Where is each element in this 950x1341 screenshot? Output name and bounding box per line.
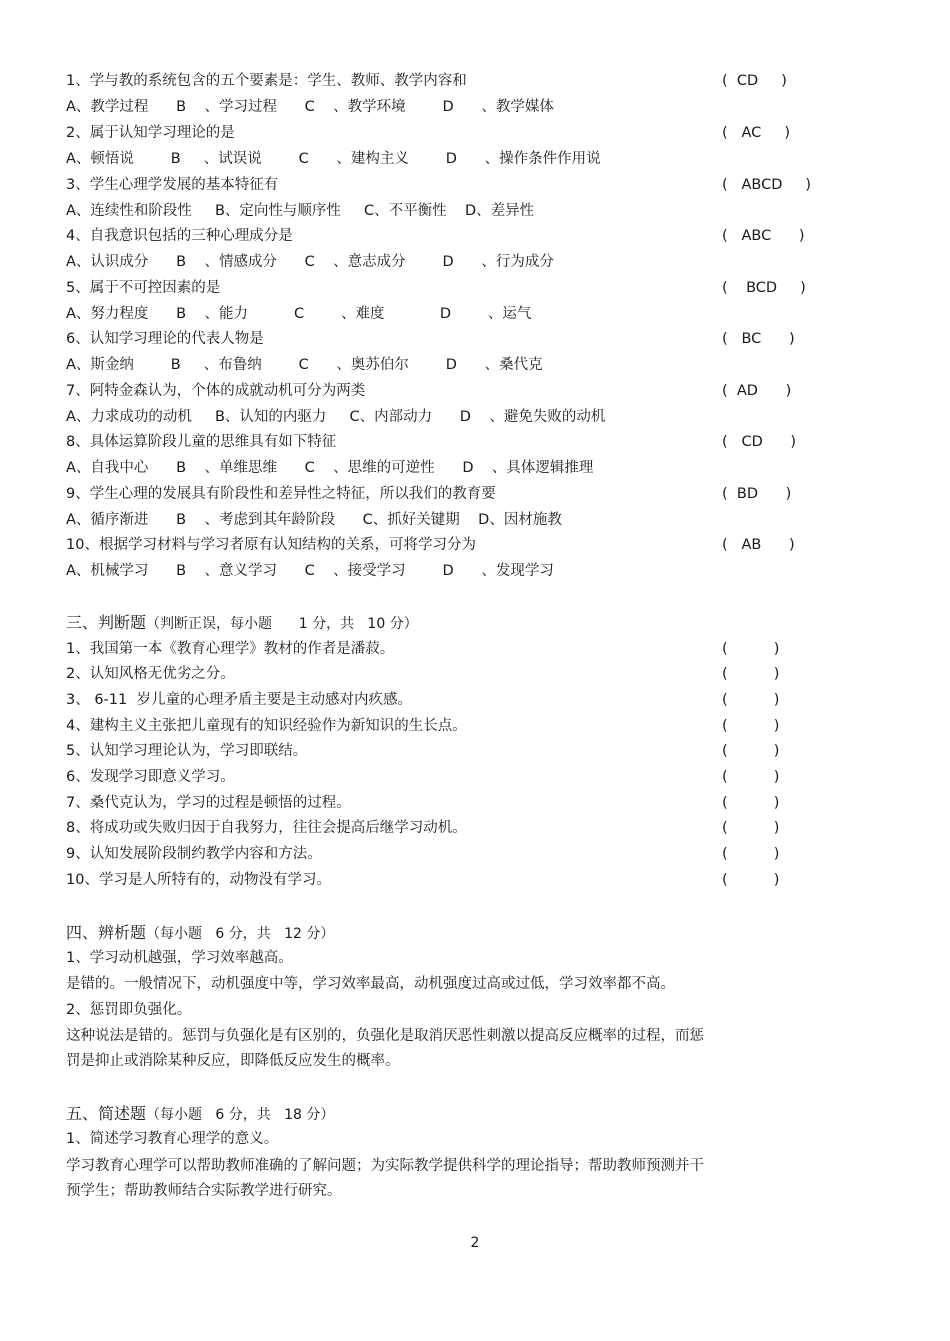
short-answer-line: 学习教育心理学可以帮助教师准确的了解问题；为实际教学提供科学的理论指导；帮助教师预测并干 — [66, 1158, 704, 1174]
question-text: 7、阿特金森认为，个体的成就动机可分为两类 — [66, 383, 366, 399]
answer-bracket: ( ) — [722, 872, 780, 888]
options-row: A、自我中心 B 、单维思维 C 、思维的可逆性 D 、具体逻辑推理 — [66, 460, 594, 476]
question-text: 9、学生心理的发展具有阶段性和差异性之特征，所以我们的教育要 — [66, 486, 496, 502]
analysis-line: 是错的。一般情况下，动机强度中等，学习效率最高，动机强度过高或过低，学习效率都不高。 — [66, 976, 675, 992]
short-answer-line: 1、简述学习教育心理学的意义。 — [66, 1131, 279, 1147]
page-number: 2 — [470, 1235, 480, 1251]
options-row: A、教学过程 B 、学习过程 C 、教学环境 D 、教学媒体 — [66, 99, 554, 115]
judge-section-title — [66, 612, 418, 635]
answer-bracket: ( ABCD ) — [722, 177, 812, 193]
answer-bracket: ( CD ) — [722, 434, 797, 450]
analysis-line: 1、学习动机越强，学习效率越高。 — [66, 950, 293, 966]
question-text: 4、自我意识包括的三种心理成分是 — [66, 228, 293, 244]
analysis-line: 罚是抑止或消除某种反应，即降低反应发生的概率。 — [66, 1053, 400, 1069]
judge-item: 5、认知学习理论认为，学习即联结。 — [66, 743, 308, 759]
answer-bracket: ( AB ) — [722, 537, 795, 553]
judge-item: 6、发现学习即意义学习。 — [66, 769, 235, 785]
answer-bracket: ( BD ) — [722, 486, 792, 502]
answer-bracket: ( AC ) — [722, 125, 790, 141]
judge-item: 2、认知风格无优劣之分。 — [66, 666, 235, 682]
short-section-title — [66, 1103, 334, 1126]
judge-item: 3、 6-11 岁儿童的心理矛盾主要是主动感对内疚感。 — [66, 692, 412, 708]
short-answer-line: 预学生；帮助教师结合实际教学进行研究。 — [66, 1183, 342, 1199]
judge-item: 4、建构主义主张把儿童现有的知识经验作为新知识的生长点。 — [66, 718, 467, 734]
analysis-line: 2、惩罚即负强化。 — [66, 1002, 192, 1018]
answer-bracket: ( ) — [722, 718, 780, 734]
answer-bracket: ( ) — [722, 743, 780, 759]
options-row: A、斯金纳 B 、布鲁纳 C 、奥苏伯尔 D 、桑代克 — [66, 357, 543, 373]
answer-bracket: ( ) — [722, 666, 780, 682]
question-text: 5、属于不可控因素的是 — [66, 280, 221, 296]
short-subtitle: （每小题 6 分，共 18 分） — [146, 1107, 335, 1123]
judge-item: 10、学习是人所特有的，动物没有学习。 — [66, 872, 331, 888]
options-row: A、连续性和阶段性 B、定向性与顺序性 C、不平衡性 D、差异性 — [66, 203, 535, 219]
options-row: A、努力程度 B 、能力 C 、难度 D 、运气 — [66, 306, 532, 322]
answer-bracket: ( ) — [722, 795, 780, 811]
analysis-subtitle: （每小题 6 分，共 12 分） — [146, 926, 335, 942]
options-row: A、顿悟说 B 、试误说 C 、建构主义 D 、操作条件作用说 — [66, 151, 601, 167]
answer-bracket: ( ) — [722, 846, 780, 862]
question-text: 2、属于认知学习理论的是 — [66, 125, 235, 141]
options-row: A、认识成分 B 、情感成分 C 、意志成分 D 、行为成分 — [66, 254, 554, 270]
judge-item: 9、认知发展阶段制约教学内容和方法。 — [66, 846, 322, 862]
answer-bracket: ( ) — [722, 769, 780, 785]
answer-bracket: ( ) — [722, 820, 780, 836]
judge-item: 7、桑代克认为，学习的过程是顿悟的过程。 — [66, 795, 351, 811]
answer-bracket: ( ABC ) — [722, 228, 805, 244]
answer-bracket: ( ) — [722, 692, 780, 708]
answer-bracket: ( AD ) — [722, 383, 792, 399]
question-text: 6、认知学习理论的代表人物是 — [66, 331, 264, 347]
question-text: 1、学与教的系统包含的五个要素是：学生、教师、教学内容和 — [66, 73, 467, 89]
answer-bracket: ( BCD ) — [722, 280, 806, 296]
short-title: 五、简述题 — [66, 1104, 147, 1123]
judge-title: 三、判断题 — [66, 613, 147, 632]
analysis-title: 四、辨析题 — [66, 923, 147, 942]
question-text: 3、学生心理学发展的基本特征有 — [66, 177, 279, 193]
options-row: A、循序渐进 B 、考虑到其年龄阶段 C、抓好关键期 D、因材施教 — [66, 512, 562, 528]
options-row: A、机械学习 B 、意义学习 C 、接受学习 D 、发现学习 — [66, 563, 554, 579]
judge-item: 1、我国第一本《教育心理学》教材的作者是潘菽。 — [66, 641, 395, 657]
analysis-section-title — [66, 922, 334, 945]
analysis-line: 这种说法是错的。惩罚与负强化是有区别的，负强化是取消厌恶性刺激以提高反应概率的过程，而惩 — [66, 1028, 704, 1044]
judge-subtitle: （判断正误，每小题 1 分，共 10 分） — [146, 616, 418, 632]
answer-bracket: ( CD ) — [722, 73, 787, 89]
question-text: 10、根据学习材料与学习者原有认知结构的关系，可将学习分为 — [66, 537, 476, 553]
answer-bracket: ( BC ) — [722, 331, 795, 347]
answer-bracket: ( ) — [722, 641, 780, 657]
question-text: 8、具体运算阶段儿童的思维具有如下特征 — [66, 434, 337, 450]
options-row: A、力求成功的动机 B、认知的内驱力 C、内部动力 D 、避免失败的动机 — [66, 409, 606, 425]
judge-item: 8、将成功或失败归因于自我努力，往往会提高后继学习动机。 — [66, 820, 467, 836]
